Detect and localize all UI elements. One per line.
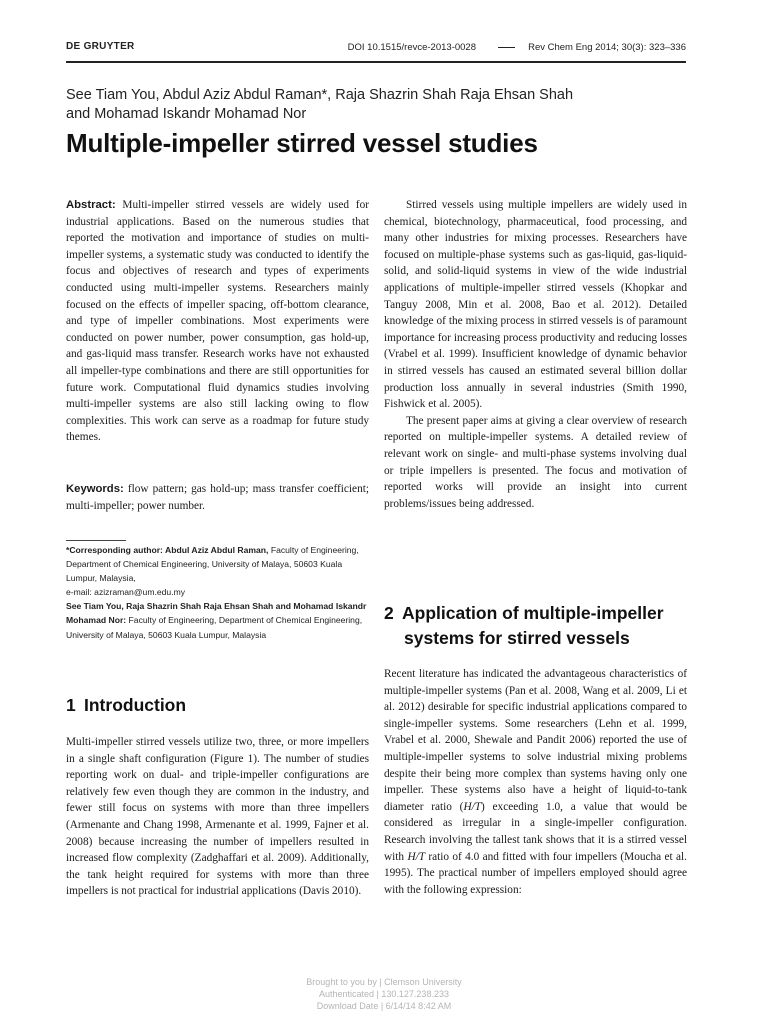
section-1-number: 1 [66, 695, 76, 715]
header-rule [66, 61, 686, 63]
ratio-symbol: H/T [407, 850, 426, 863]
author-footnote [66, 543, 369, 642]
paper-title: Multiple-impeller stirred vessel studies [66, 128, 538, 158]
abstract-text: Multi-impeller stirred vessels are widely used for industrial applications. Based on the numerous studies that reported the motivation and importance of studies on multi-impeller systems, a systematic study was conducted to identify the focus and objectives of research and types of experiments conducted using multi-impeller systems. Researchers mainly focused on the effects of impeller spacing, off-bottom clearance, and type of impeller combinations. Most experiments were conducted on power number, power consumption, gas hold-up, and gas-liquid mass transfer. Research works have not exhausted all impeller-type combinations and there are still opportunities for future work. Computational fluid dynamics studies involving multi-impeller systems are also still lacking owing to flow complexities. This work can serve as a roadmap for future study themes. [66, 199, 369, 444]
intro-paragraph-3: The present paper aims at giving a clear overview of research reported on multiple-impeller systems. A detailed review of relevant work on single- and multi-phase systems involving dual or triple impellers is presented. The focus and motivation of reported works will provide an insight into current problems/issues being addressed. [384, 414, 687, 510]
author-list [66, 86, 666, 124]
authors-line-1: See Tiam You, Abdul Aziz Abdul Raman*, Raja Shazrin Shah Raja Ehsan Shah [66, 87, 574, 103]
section-2-body [384, 666, 687, 898]
section-2-text-a: Recent literature has indicated the advantageous characteristics of multiple-impeller systems (Pan et al. 2008, Wang et al. 2009, Li et al. 2012) desirable for specific industrial applications compared to single-impeller systems. Some researchers (Lehn et al. 1999, Vrabel et al. 2000, Shewale and Pandit 2006) reported the use of multiple-impeller systems to solve industrial mixing problems despite their being more complex than systems having only one impeller. These systems also have a height of liquid-to-tank diameter ratio ( [384, 668, 687, 813]
ratio-symbol: H/T [463, 800, 482, 813]
keywords-text: flow pattern; gas hold-up; mass transfer coefficient; multi-impeller; power number. [66, 483, 369, 512]
watermark-line-2: Authenticated | 130.127.238.233 [319, 989, 449, 999]
doi-label[interactable]: DOI 10.1515/revce-2013-0028 [347, 42, 476, 53]
watermark-line-3: Download Date | 6/14/14 8:42 AM [316, 1001, 452, 1011]
corresponding-author-affiliation: Faculty of Engineering, Department of Chemical Engineering, University of Malaya, 50603 Kuala Lumpur, Malaysia, [66, 545, 359, 584]
download-watermark [0, 976, 768, 1012]
section-2-text-b: ) exceeding 1.0, a value that would be considered as irregular in a single-impeller configuration. Research involving the tallest tank shows that it is a stirred vessel with [384, 800, 687, 863]
corresponding-author-email[interactable]: e-mail: azizraman@um.edu.my [66, 587, 186, 598]
section-2-paragraph [384, 666, 687, 898]
publisher-name: DE GRUYTER [66, 41, 135, 52]
other-authors-affiliation: Faculty of Engineering, Department of Chemical Engineering, University of Malaya, 50603 Kuala Lumpur, Malaysia [66, 615, 363, 640]
section-1-title: Introduction [84, 695, 187, 715]
journal-citation: Rev Chem Eng 2014; 30(3): 323–336 [528, 42, 686, 53]
introduction-continued [384, 197, 687, 512]
keywords [66, 481, 369, 514]
watermark-line-1: Brought to you by | Clemson University [306, 977, 462, 987]
section-2-number: 2 [384, 603, 394, 623]
intro-paragraph-2: Stirred vessels using multiple impellers are widely used in chemical, biotechnology, pharmaceutical, food processing, and many other industries for mixing processes. Researchers have focused on multiple-phase systems such as gas-liquid, gas-liquid-solid, and solid-liquid systems in view of the wide industrial applications of multiple-impeller stirred vessels (Khopkar and Tanguy 2008, Min et al. 2008, Bao et al. 2012). Detailed knowledge of the mixing process in stirred vessels is of paramount importance for increasing process productivity and reducing losses (Vrabel et al. 1999). Insufficient knowledge of dynamic behavior in stirred vessels has caused an estimated several billion dollar production loss annually in several industries (Smith 1990, Fishwick et al. 2005). [384, 199, 687, 411]
footnote-rule [66, 540, 126, 541]
other-authors-label: See Tiam You, Raja Shazrin Shah Raja Ehsan Shah and Mohamad Iskandr Mohamad Nor: [66, 601, 367, 626]
authors-line-2: and Mohamad Iskandr Mohamad Nor [66, 106, 307, 122]
running-header [66, 40, 686, 56]
abstract [66, 197, 369, 446]
abstract-label: Abstract: [66, 199, 116, 211]
section-2-title-line-1: Application of multiple-impeller [402, 603, 664, 623]
keywords-label: Keywords: [66, 483, 124, 495]
section-2-text-c: ratio of 4.0 and fitted with four impellers (Moucha et al. 1995). The practical number of impellers employed should agree with the following expression: [384, 850, 687, 896]
corresponding-author-label: *Corresponding author: Abdul Aziz Abdul Raman, [66, 545, 269, 555]
introduction-body [66, 734, 369, 900]
section-1-heading [66, 693, 186, 718]
section-2-heading [384, 601, 694, 651]
header-dash [498, 47, 515, 48]
section-2-title-line-2: systems for stirred vessels [404, 628, 630, 648]
introduction-paragraph: Multi-impeller stirred vessels utilize two, three, or more impellers in a single shaft configuration (Figure 1). The number of studies reporting work on dual- and triple-impeller configurations are relatively few even though they are common in the industry, and fewer still focus on systems with more than three impellers (Armenante and Chang 1998, Armenante et al. 1999, Fajner et al. 2008) because increasing the number of impellers resulted in increased flow complexity (Zadghaffari et al. 2009). Additionally, the tank height required for systems with more than three impellers is not practical for industrial applications (Davis 2010). [66, 736, 369, 898]
